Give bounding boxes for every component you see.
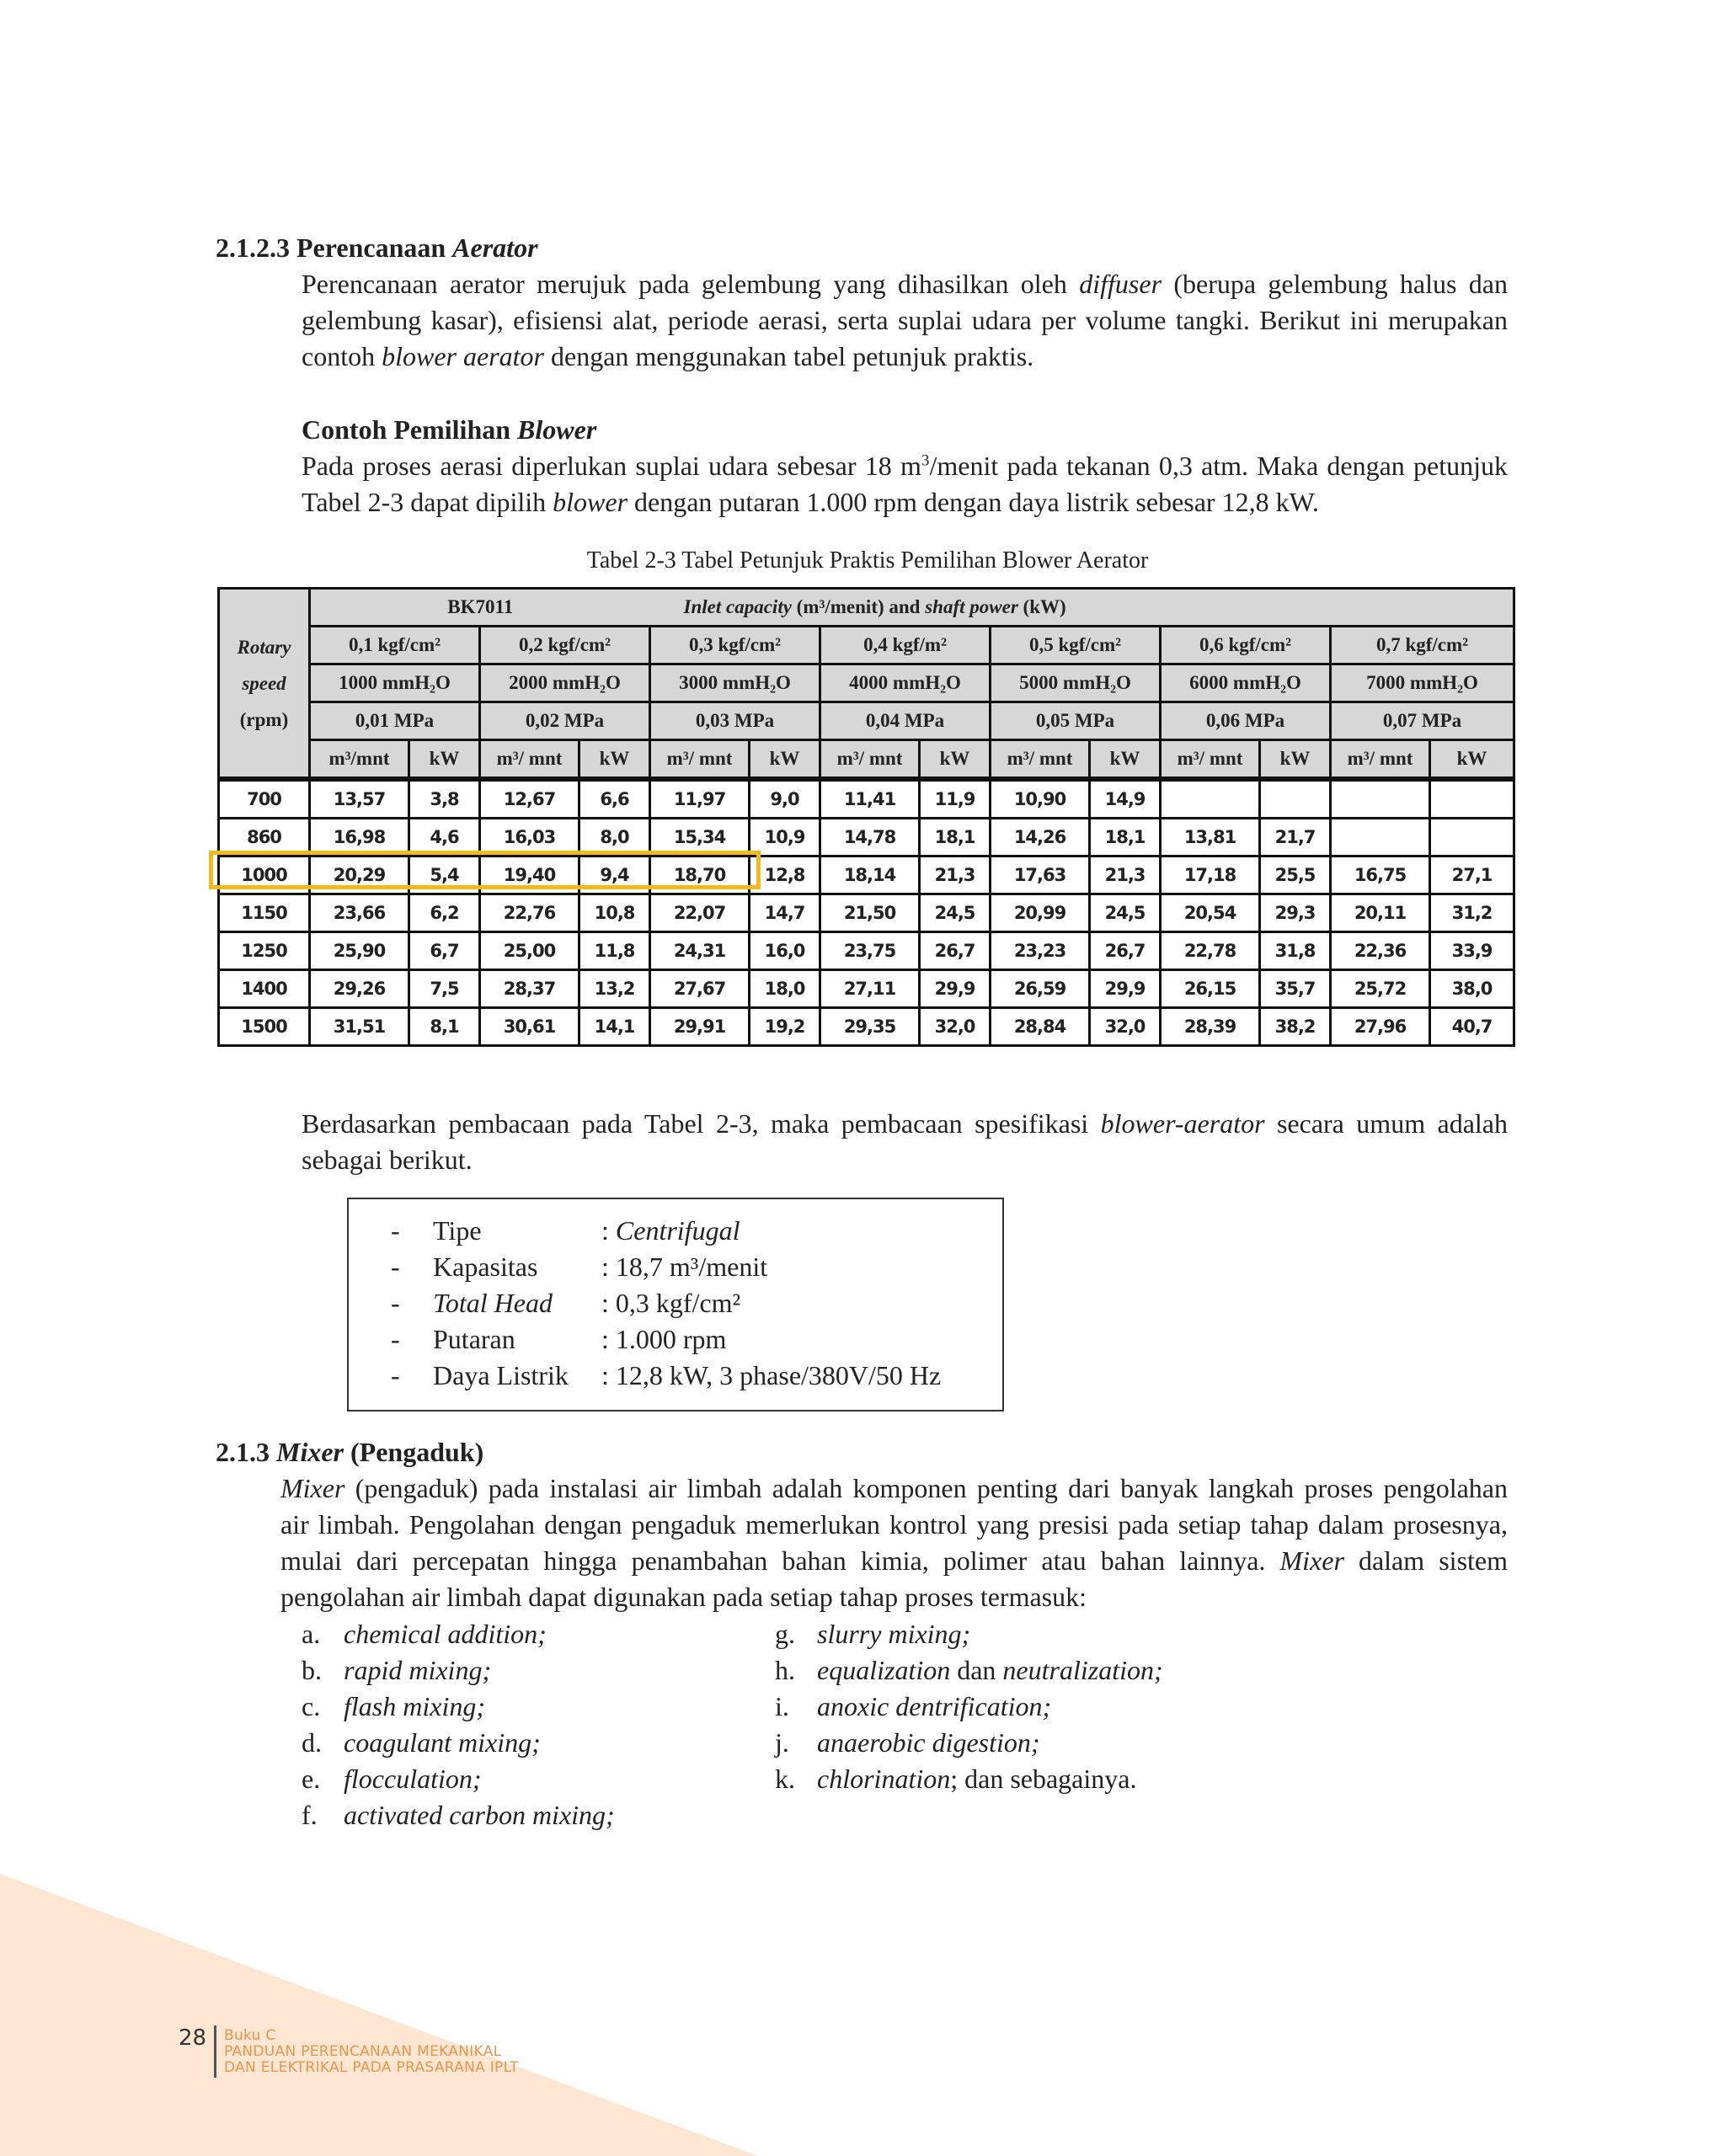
table-cell: 40,7 (1430, 1008, 1514, 1046)
table-cell: 16,03 (480, 819, 579, 857)
table-row (219, 970, 1514, 1008)
spec-row (349, 1358, 1002, 1394)
table-cell: 31,2 (1430, 894, 1514, 932)
table-cell: 17,63 (991, 857, 1090, 894)
unit-header-cell: kW (1430, 740, 1514, 780)
table-cell: 29,35 (820, 1008, 920, 1046)
table-cell: 24,31 (650, 932, 750, 970)
spec-row (349, 1249, 1002, 1285)
unit-header-cell: kW (579, 740, 650, 780)
spec-label: Total Head (433, 1288, 553, 1318)
spec-box (347, 1198, 1004, 1412)
table-cell: 22,07 (650, 894, 750, 932)
spec-value: : Centrifugal (601, 1215, 740, 1246)
table-cell: 23,66 (310, 894, 409, 932)
capacity-header: Inlet capacity (m³/menit) and shaft power (kW) (650, 589, 1514, 627)
rpm-cell: 860 (219, 819, 310, 857)
spec-label: Kapasitas (433, 1251, 538, 1282)
section-213-line: mulai dari percepatan hingga penambahan bahan kimia, polimer atau bahan lainnya. Mixer dalam sistem (280, 1545, 1509, 1576)
list-key: i. (775, 1691, 789, 1721)
table-cell: 26,7 (920, 932, 991, 970)
table-cell (1331, 779, 1430, 819)
table-cell (1430, 819, 1514, 857)
table-cell: 32,0 (1090, 1008, 1161, 1046)
pressure-kgf-row (219, 627, 1514, 664)
table-cell: 19,2 (750, 1008, 820, 1046)
spec-value: : 1.000 rpm (601, 1324, 727, 1354)
unit-header-cell: kW (920, 740, 991, 780)
table-cell: 21,50 (820, 894, 920, 932)
table-caption: Tabel 2-3 Tabel Petunjuk Praktis Pemilihan Blower Aerator (586, 547, 1149, 574)
list-key: f. (302, 1800, 318, 1830)
spec-value: : 18,7 m³/menit (601, 1251, 768, 1282)
table-cell: 25,5 (1260, 857, 1331, 894)
table-cell: 29,9 (920, 970, 991, 1008)
table-cell: 21,7 (1260, 819, 1331, 857)
table-cell: 26,7 (1090, 932, 1161, 970)
table-cell: 18,1 (920, 819, 991, 857)
list-text: chlorination; dan sebagainya. (817, 1764, 1137, 1794)
pressure-mpa-row (219, 702, 1514, 740)
pressure-mmh2o-cell: 2000 mmH₂O (480, 664, 650, 702)
list-key: b. (302, 1655, 322, 1685)
table-row (219, 857, 1514, 894)
unit-header-cell: m³/ mnt (991, 740, 1090, 780)
list-item (302, 1725, 723, 1761)
pressure-mmh2o-cell: 1000 mmH₂O (310, 664, 480, 702)
list-text: anoxic dentrification; (817, 1691, 1052, 1721)
table-cell: 3,8 (409, 779, 480, 819)
page-number: 28 (179, 2025, 207, 2051)
table-cell: 26,59 (991, 970, 1090, 1008)
list-item (775, 1616, 1449, 1652)
table-cell: 8,1 (409, 1008, 480, 1046)
table-cell: 25,72 (1331, 970, 1430, 1008)
model-header: BK7011 (310, 589, 650, 627)
list-text: anaerobic digestion; (817, 1727, 1040, 1758)
list-item (302, 1797, 723, 1833)
pressure-mmh2o-cell: 5000 mmH₂O (991, 664, 1161, 702)
mixer-list-right (775, 1616, 1449, 1797)
spec-bullet: - (391, 1360, 400, 1390)
table-cell: 4,6 (409, 819, 480, 857)
table-cell: 9,4 (579, 857, 650, 894)
section-2123-paragraph (302, 266, 1508, 375)
unit-header-cell: m³/ mnt (1331, 740, 1430, 780)
pressure-kgf-cell: 0,1 kgf/cm² (310, 627, 480, 664)
table-cell: 18,70 (650, 857, 750, 894)
list-text: rapid mixing; (344, 1655, 492, 1685)
section-213-paragraph (280, 1470, 1508, 1615)
list-item (775, 1689, 1449, 1725)
spec-label: Daya Listrik (433, 1360, 569, 1390)
pressure-mpa-cell: 0,04 MPa (820, 702, 991, 740)
table-cell: 14,9 (1090, 779, 1161, 819)
table-cell: 20,99 (991, 894, 1090, 932)
table-cell: 6,6 (579, 779, 650, 819)
table-cell: 20,29 (310, 857, 409, 894)
table-cell: 12,67 (480, 779, 579, 819)
table-cell: 22,78 (1161, 932, 1260, 970)
example-paragraph: Pada proses aerasi diperlukan suplai udara sebesar 18 $m^3$/menit pada tekanan 0,3 atm. Maka dengan petunjuk Tabel 2-3 dapat dipilih blower dengan putaran 1.000 rpm dengan daya listrik sebesar 12,8 kW. (302, 451, 1508, 517)
table-cell: 9,0 (750, 779, 820, 819)
table-cell: 25,90 (310, 932, 409, 970)
unit-header-cell: kW (750, 740, 820, 780)
rpm-cell: 1000 (219, 857, 310, 894)
unit-header-cell: kW (1260, 740, 1331, 780)
table-cell: 14,78 (820, 819, 920, 857)
list-key: d. (302, 1727, 322, 1758)
table-cell (1161, 779, 1260, 819)
unit-header-cell: m³/ mnt (650, 740, 750, 780)
table-cell: 28,39 (1161, 1008, 1260, 1046)
table-cell: 11,97 (650, 779, 750, 819)
section-213-line: pengolahan air limbah dapat digunakan pada setiap tahap proses termasuk: (280, 1582, 1087, 1612)
list-item (302, 1689, 723, 1725)
spec-row (349, 1321, 1002, 1358)
rpm-cell: 1400 (219, 970, 310, 1008)
reading-paragraph: Berdasarkan pembacaan pada Tabel 2-3, maka pembacaan spesifikasi blower-aerator secara umum adalah sebagai berikut. (302, 1108, 1509, 1175)
table-cell: 24,5 (1090, 894, 1161, 932)
list-text: coagulant mixing; (344, 1727, 541, 1758)
section-heading-213: 2.1.3 Mixer (Pengaduk) (216, 1437, 484, 1467)
spec-value: : 0,3 kgf/cm² (601, 1288, 741, 1318)
table-cell: 27,67 (650, 970, 750, 1008)
table-cell: 7,5 (409, 970, 480, 1008)
unit-header-cell: kW (1090, 740, 1161, 780)
table-cell: 13,81 (1161, 819, 1260, 857)
list-text: slurry mixing; (817, 1619, 971, 1649)
table-cell: 11,8 (579, 932, 650, 970)
table-cell: 6,2 (409, 894, 480, 932)
table-cell (1430, 779, 1514, 819)
table-cell: 27,11 (820, 970, 920, 1008)
list-text: flocculation; (344, 1764, 482, 1794)
table-cell: 11,9 (920, 779, 991, 819)
list-text: chemical addition; (344, 1619, 547, 1649)
rpm-cell: 1250 (219, 932, 310, 970)
footer-book-title: Buku C PANDUAN PERENCANAAN MEKANIKAL DAN ELEKTRIKAL PADA PRASARANA IPLT (224, 2027, 519, 2076)
pressure-kgf-cell: 0,3 kgf/cm² (650, 627, 820, 664)
table-cell: 26,15 (1161, 970, 1260, 1008)
unit-header-cell: m³/ mnt (820, 740, 920, 780)
list-text: activated carbon mixing; (344, 1800, 615, 1830)
list-item (302, 1616, 723, 1652)
pressure-mmh2o-cell: 7000 mmH₂O (1331, 664, 1514, 702)
table-row (219, 894, 1514, 932)
list-text: equalization dan neutralization; (817, 1655, 1163, 1685)
rotary-speed-header: Rotary speed (rpm) (219, 589, 310, 780)
table-cell: 16,98 (310, 819, 409, 857)
pressure-mpa-cell: 0,05 MPa (991, 702, 1161, 740)
table-cell: 18,1 (1090, 819, 1161, 857)
list-key: j. (775, 1727, 789, 1758)
rpm-cell: 700 (219, 779, 310, 819)
pressure-mpa-cell: 0,03 MPa (650, 702, 820, 740)
pressure-mpa-cell: 0,07 MPa (1331, 702, 1514, 740)
spec-bullet: - (391, 1215, 400, 1246)
pressure-kgf-cell: 0,4 kgf/m² (820, 627, 991, 664)
mixer-list-left (302, 1616, 723, 1833)
list-text: flash mixing; (344, 1691, 485, 1721)
spec-row (349, 1213, 1002, 1249)
table-cell: 8,0 (579, 819, 650, 857)
table-cell: 38,0 (1430, 970, 1514, 1008)
list-key: a. (302, 1619, 321, 1649)
spec-bullet: - (391, 1288, 400, 1318)
table-cell: 13,57 (310, 779, 409, 819)
table-cell: 29,91 (650, 1008, 750, 1046)
pressure-mpa-cell: 0,02 MPa (480, 702, 650, 740)
table-cell: 16,75 (1331, 857, 1430, 894)
spec-value: : 12,8 kW, 3 phase/380V/50 Hz (601, 1360, 942, 1390)
table-cell: 13,2 (579, 970, 650, 1008)
table-cell: 22,36 (1331, 932, 1430, 970)
table-cell: 24,5 (920, 894, 991, 932)
table-row (219, 932, 1514, 970)
table-cell: 19,40 (480, 857, 579, 894)
table-cell: 10,8 (579, 894, 650, 932)
table-cell: 23,23 (991, 932, 1090, 970)
spec-row (349, 1285, 1002, 1321)
section-213-line: air limbah. Pengolahan dengan pengaduk memerlukan kontrol yang presisi pada setiap tahap dalam prosesnya, (280, 1509, 1508, 1540)
unit-header-cell: kW (409, 740, 480, 780)
table-cell: 38,2 (1260, 1008, 1331, 1046)
rpm-cell: 1500 (219, 1008, 310, 1046)
pressure-mmh2o-cell: 4000 mmH₂O (820, 664, 991, 702)
table-cell: 12,8 (750, 857, 820, 894)
list-key: c. (302, 1691, 321, 1721)
list-item (302, 1652, 723, 1689)
table-cell: 15,34 (650, 819, 750, 857)
table-cell: 20,11 (1331, 894, 1430, 932)
table-cell: 14,26 (991, 819, 1090, 857)
list-key: k. (775, 1764, 795, 1794)
table-cell: 20,54 (1161, 894, 1260, 932)
pressure-kgf-cell: 0,2 kgf/cm² (480, 627, 650, 664)
section-heading-2123: 2.1.2.3 Perencanaan Aerator (216, 232, 538, 263)
pressure-kgf-cell: 0,6 kgf/cm² (1161, 627, 1331, 664)
blower-selection-table (217, 587, 1515, 1047)
spec-label: Putaran (433, 1324, 515, 1354)
table-cell: 27,1 (1430, 857, 1514, 894)
table-row (219, 1008, 1514, 1046)
unit-header-cell: m³/mnt (310, 740, 409, 780)
table-cell: 35,7 (1260, 970, 1331, 1008)
table-cell (1260, 779, 1331, 819)
table-cell: 29,9 (1090, 970, 1161, 1008)
footer-divider (214, 2025, 216, 2078)
spec-bullet: - (391, 1324, 400, 1354)
rpm-cell: 1150 (219, 894, 310, 932)
pressure-mmh2o-row (219, 664, 1514, 702)
table-cell: 28,84 (991, 1008, 1090, 1046)
pressure-kgf-cell: 0,5 kgf/cm² (991, 627, 1161, 664)
section-2123-line: Perencanaan aerator merujuk pada gelembung yang dihasilkan oleh diffuser (berupa gelembung halus dan (302, 269, 1509, 299)
list-key: h. (775, 1655, 795, 1685)
list-item (775, 1725, 1449, 1761)
table-cell: 27,96 (1331, 1008, 1430, 1046)
table-cell: 31,51 (310, 1008, 409, 1046)
unit-header-row (219, 740, 1514, 780)
pressure-mpa-cell: 0,06 MPa (1161, 702, 1331, 740)
table-cell: 30,61 (480, 1008, 579, 1046)
list-item (775, 1652, 1449, 1689)
table-cell: 16,0 (750, 932, 820, 970)
spec-bullet: - (391, 1251, 400, 1282)
table-cell: 14,1 (579, 1008, 650, 1046)
table-row (219, 819, 1514, 857)
section-213-line: Mixer (pengaduk) pada instalasi air limbah adalah komponen penting dari banyak langkah proses pengolahan (280, 1473, 1508, 1503)
table-cell: 21,3 (920, 857, 991, 894)
spec-label: Tipe (433, 1215, 482, 1246)
table-cell: 28,37 (480, 970, 579, 1008)
table-cell: 14,7 (750, 894, 820, 932)
table-cell: 22,76 (480, 894, 579, 932)
table-cell: 33,9 (1430, 932, 1514, 970)
list-key: e. (302, 1764, 321, 1794)
pressure-mmh2o-cell: 6000 mmH₂O (1161, 664, 1331, 702)
table-cell: 29,3 (1260, 894, 1331, 932)
example-heading: Contoh Pemilihan Blower (302, 414, 597, 445)
unit-header-cell: m³/ mnt (480, 740, 579, 780)
list-item (302, 1761, 723, 1797)
table-cell: 5,4 (409, 857, 480, 894)
table-cell: 10,9 (750, 819, 820, 857)
table-row (219, 779, 1514, 819)
table-cell (1331, 819, 1430, 857)
list-key: g. (775, 1619, 795, 1649)
table-cell: 6,7 (409, 932, 480, 970)
table-cell: 23,75 (820, 932, 920, 970)
table-cell: 18,0 (750, 970, 820, 1008)
section-2123-line: gelembung kasar), efisiensi alat, periode aerasi, serta suplai udara per volume tangki. Berikut ini merupakan (302, 305, 1508, 335)
list-item (775, 1761, 1449, 1797)
pressure-mmh2o-cell: 3000 mmH₂O (650, 664, 820, 702)
pressure-kgf-cell: 0,7 kgf/cm² (1331, 627, 1514, 664)
table-cell: 11,41 (820, 779, 920, 819)
unit-header-cell: m³/ mnt (1161, 740, 1260, 780)
table-cell: 29,26 (310, 970, 409, 1008)
table-cell: 21,3 (1090, 857, 1161, 894)
table-cell: 10,90 (991, 779, 1090, 819)
table-cell: 17,18 (1161, 857, 1260, 894)
table-cell: 25,00 (480, 932, 579, 970)
table-cell: 18,14 (820, 857, 920, 894)
section-2123-line: contoh blower aerator dengan menggunakan tabel petunjuk praktis. (302, 341, 1034, 371)
table-cell: 31,8 (1260, 932, 1331, 970)
pressure-mpa-cell: 0,01 MPa (310, 702, 480, 740)
table-cell: 32,0 (920, 1008, 991, 1046)
